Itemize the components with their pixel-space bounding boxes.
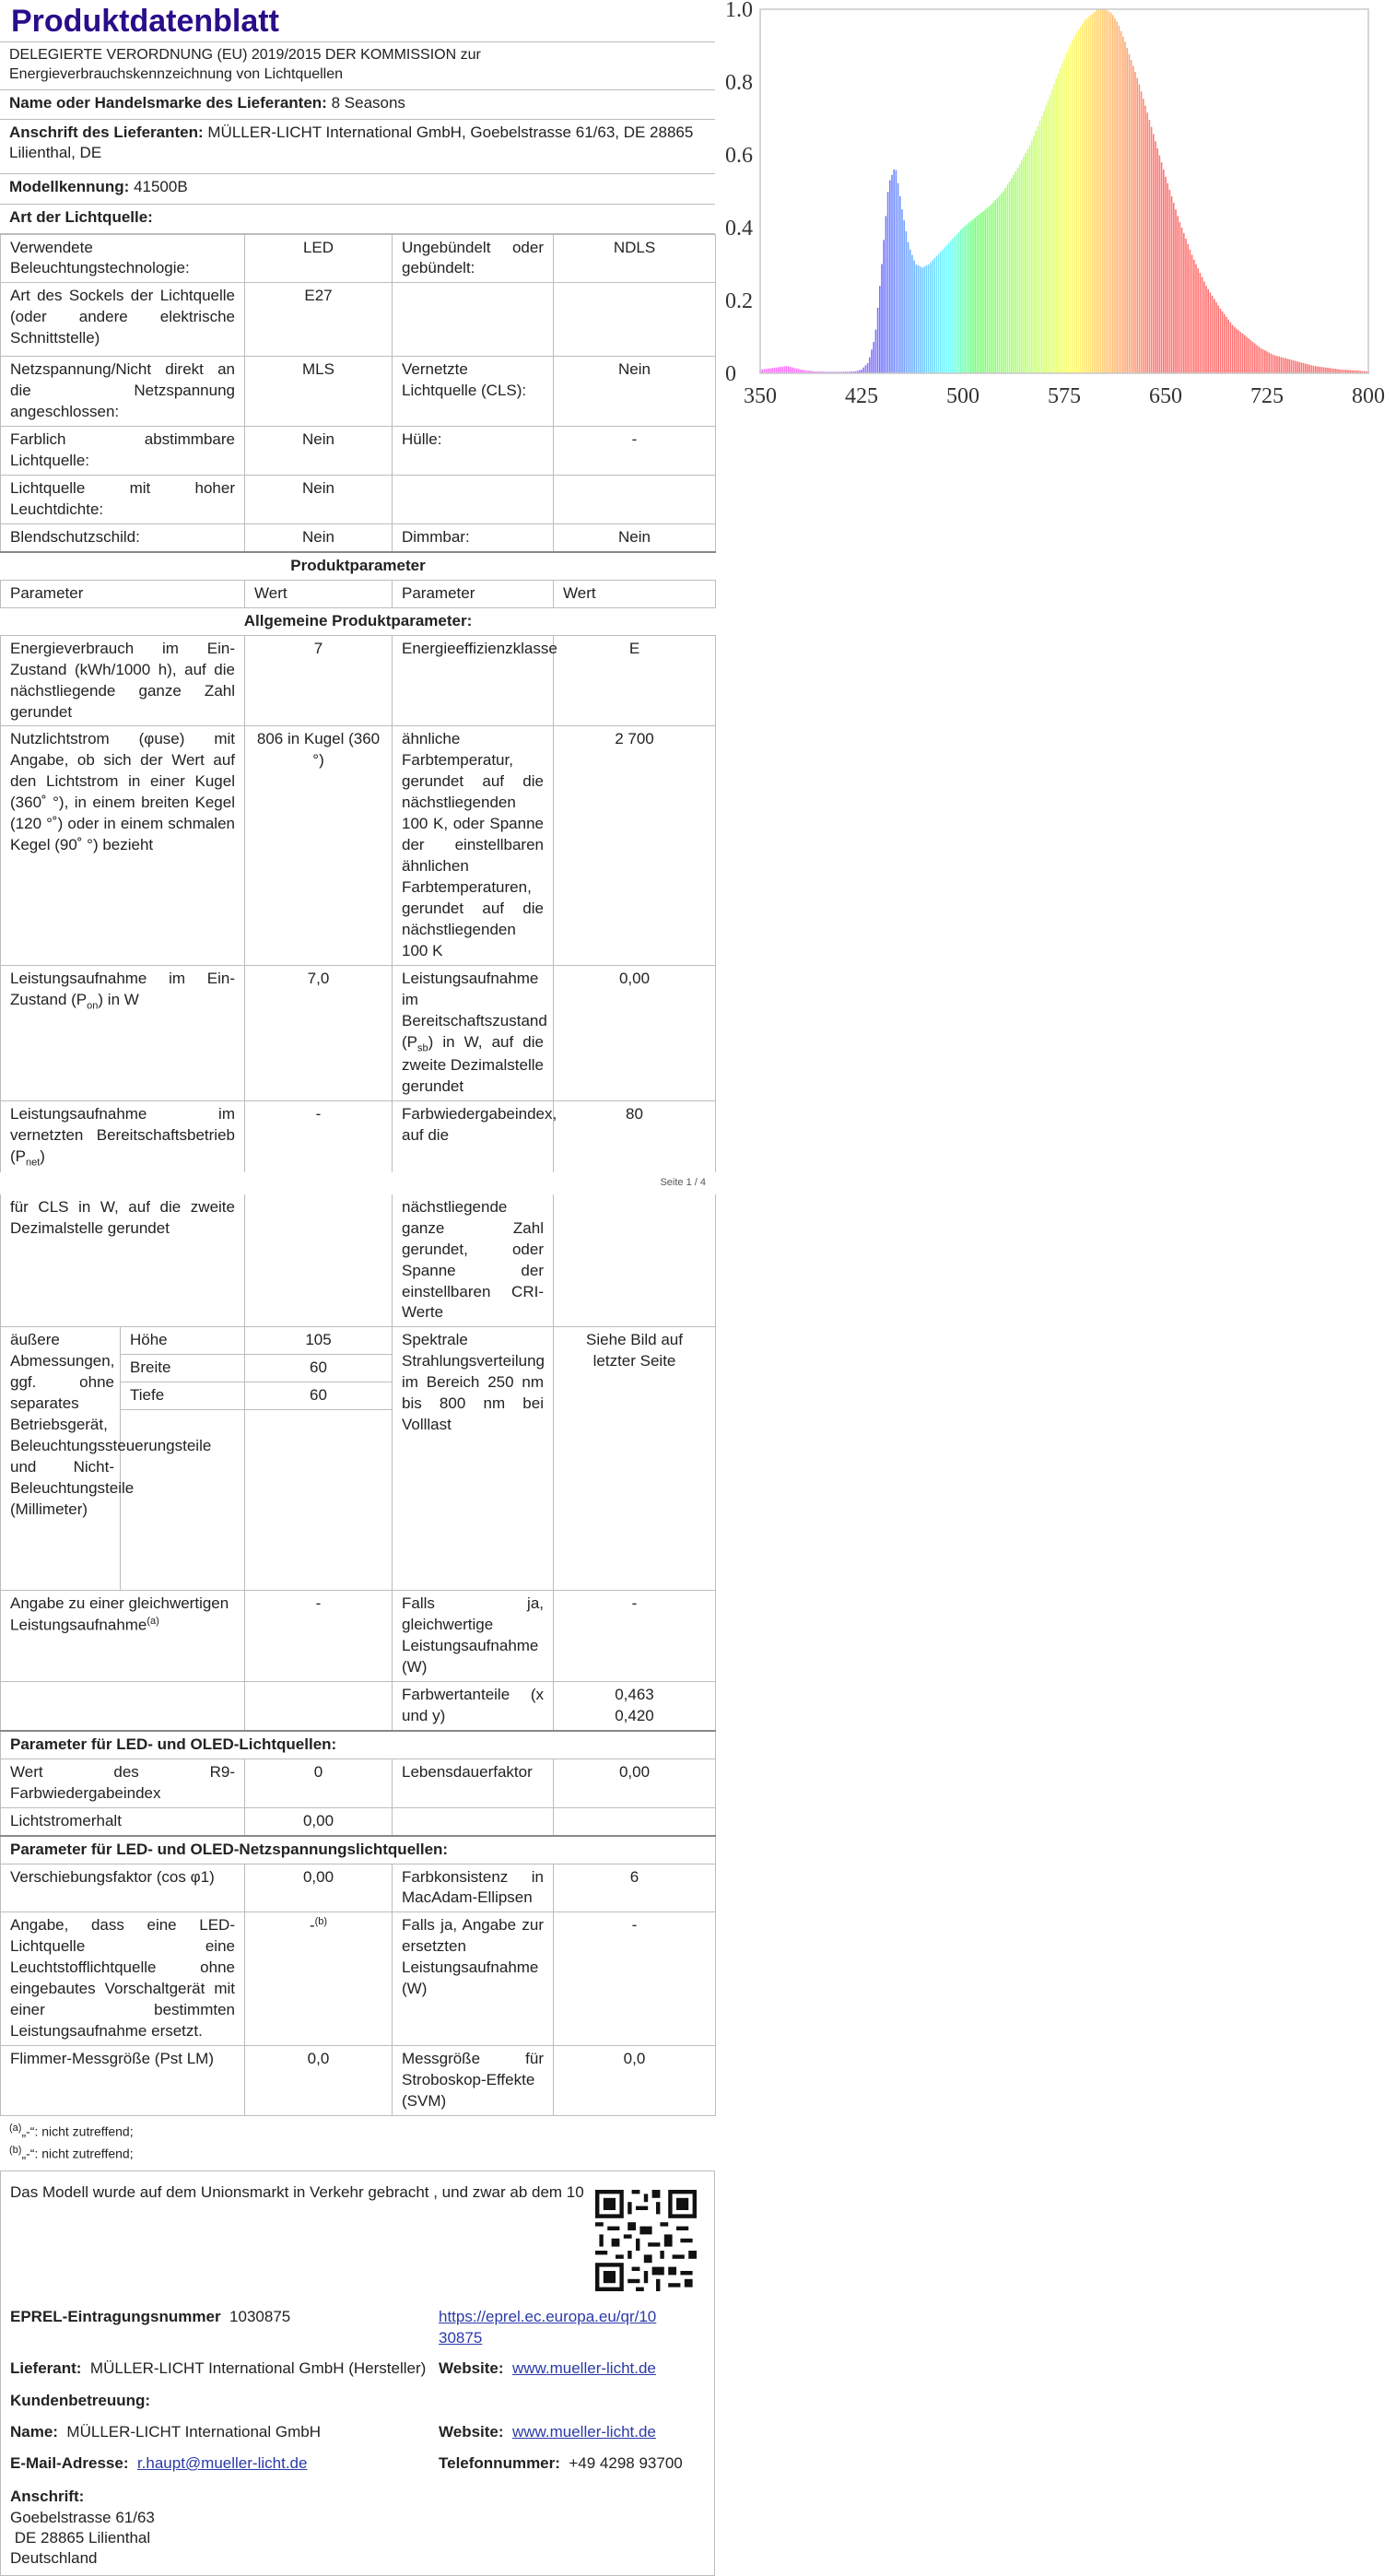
y-tick-label: 0.6 [725,144,753,168]
value-cell: 0,00 [245,1864,393,1912]
table-row [1,1100,716,1172]
param-cell: Verschiebungsfaktor (cos φ1) [1,1864,245,1912]
table-row [1,1591,716,1682]
param-text: Angabe zu einer gleichwertigen Leistungsaufnahme [10,1594,229,1634]
value-cell: Nein [245,476,393,524]
x-tick-label: 650 [1149,384,1182,408]
y-tick-label: 1.0 [725,0,753,22]
customer-service-label: Kundenbetreuung: [10,2391,151,2409]
footnote [0,2120,715,2143]
param-cell: Falls ja, gleichwertige Leistungsaufnahme (W) [393,1591,554,1682]
table-row [1,965,716,1100]
value-cell [554,476,716,524]
table-row [1,726,716,965]
contact-box [0,2170,715,2576]
page-title: Produktdatenblatt [0,0,715,42]
value-cell: - [245,1591,393,1682]
subscript: sb [417,1041,428,1053]
phone-label: Telefonnummer: [439,2453,560,2472]
footnote-mark: (a) [147,1616,159,1628]
value-cell: E [554,635,716,726]
param-cell: Spektrale Strahlungsverteilung im Bereich 250 nm bis 800 nm bei Volllast [393,1327,554,1591]
model-row [0,174,715,205]
address-block [10,2508,155,2569]
website-link[interactable]: www.mueller-licht.de [512,2358,656,2377]
table-row [1,1731,716,1759]
table-row [1,552,716,580]
y-tick-label: 0.2 [725,289,753,313]
eprel-link-block [439,2307,656,2349]
param-cell: Hülle: [393,427,554,476]
table-row [1,1864,716,1912]
empty-cell [393,1807,554,1835]
model-label: Modellkennung: [9,177,130,195]
value-cell: 0,0 [245,2046,393,2116]
table-row [1,283,716,357]
param-cell: Messgröße für Stroboskop-Effekte (SVM) [393,2046,554,2116]
dimension-value: 105 [245,1327,393,1355]
value-cell: 7 [245,635,393,726]
chroma-x: 0,463 [615,1685,654,1703]
y-tick-label: 0 [725,362,736,386]
eprel-row [10,2307,290,2328]
supplier-label: Lieferant: [10,2358,82,2377]
value-cell: 0 [245,1759,393,1807]
param-cell: Blendschutzschild: [1,523,245,551]
value-cell: NDLS [554,234,716,283]
supplier-name-value: 8 Seasons [331,93,405,112]
y-tick-label: 0.8 [725,71,753,95]
column-header: Wert [245,580,393,607]
value-cell [554,1681,716,1730]
email-row [10,2453,307,2475]
section-header: Produktparameter [1,552,716,580]
value-cell: 0,0 [554,2046,716,2116]
y-tick-label: 0.4 [725,217,753,241]
param-cell: Farbwertanteile (x und y) [393,1681,554,1730]
table-row [1,1327,716,1355]
value-cell: LED [245,234,393,283]
phone-value: +49 4298 93700 [569,2453,683,2472]
param-cell: Verwendete Beleuchtungstechnologie: [1,234,245,283]
param-cell: ähnliche Farbtemperatur, gerundet auf die nächstliegenden 100 K, oder Spanne der einstellbaren ähnlichen Farbtemperaturen, gerundet auf die nächstliegenden 100 K [393,726,554,965]
x-tick-label: 800 [1352,384,1385,408]
param-cell: Farblich abstimmbare Lichtquelle: [1,427,245,476]
param-cell: Netzspannung/Nicht direkt an die Netzspannung angeschlossen: [1,357,245,427]
table-row [1,607,716,635]
params-table-continued [0,1194,716,2116]
column-header: Wert [554,580,716,607]
param-text: ) [40,1147,45,1165]
param-cell: Farbwiedergabeindex, auf die [393,1100,554,1172]
param-cell: Ungebündelt oder gebündelt: [393,234,554,283]
name-value: MÜLLER-LICHT International GmbH [66,2422,321,2441]
regulation-text: DELEGIERTE VERORDNUNG (EU) 2019/2015 DER KOMMISSION zur Energieverbrauchskennzeichnung von Lichtquellen [0,42,715,90]
value-cell [554,1194,716,1327]
eprel-label: EPREL-Eintragungsnummer [10,2307,221,2325]
param-cell [393,283,554,357]
table-row [1,523,716,551]
value-cell: 7,0 [245,965,393,1100]
empty-cell [245,1410,393,1591]
value-cell: Nein [554,523,716,551]
column-header: Parameter [393,580,554,607]
market-text: Das Modell wurde auf dem Unionsmarkt in Verkehr gebracht , und zwar ab dem 10 [10,2182,584,2201]
value-cell: MLS [245,357,393,427]
subscript: on [87,1000,99,1012]
footnote-mark: (b) [9,2145,22,2157]
value-cell: - [554,1591,716,1682]
website-label: Website: [439,2358,504,2377]
empty-cell [245,1681,393,1730]
param-text: Leistungsaufnahme im Ein-Zustand (P [10,969,235,1008]
eprel-link[interactable] [439,2308,656,2347]
address-line: Deutschland [10,2549,98,2568]
value-cell [554,283,716,357]
table-row [1,1681,716,1730]
param-cell: Vernetzte Lichtquelle (CLS): [393,357,554,427]
table-row [1,427,716,476]
table-row [1,2046,716,2116]
address-line: Goebelstrasse 61/63 [10,2508,155,2526]
param-text: ) in W [98,990,139,1008]
supplier-address-label: Anschrift des Lieferanten: [9,123,204,141]
dimension-value: 60 [245,1355,393,1382]
footnote [0,2142,715,2165]
x-tick-label: 575 [1048,384,1081,408]
value-text: - [309,1917,315,1935]
spectral-distribution-chart [723,0,1396,410]
value-cell: Nein [245,523,393,551]
table-row [1,357,716,427]
dimensions-label: äußere Abmessungen, ggf. ohne separates Betriebsgerät, Beleuchtungssteuerungsteile und Nicht-Beleuchtungsteile (Millimeter) [1,1327,121,1591]
supplier-row [10,2358,426,2380]
param-text: ) in W, auf die zweite Dezimalstelle gerundet [402,1032,544,1095]
dimension-label: Tiefe [121,1382,245,1410]
column-header: Parameter [1,580,245,607]
value-cell: 80 [554,1100,716,1172]
param-cell: Flimmer-Messgröße (Pst LM) [1,2046,245,2116]
eprel-link-line: 30875 [439,2328,483,2347]
param-cell: Lebensdauerfaktor [393,1759,554,1807]
website2-label: Website: [439,2422,504,2441]
param-cell: Falls ja, Angabe zur ersetzten Leistungsaufnahme (W) [393,1912,554,2046]
param-cell: Wert des R9-Farbwiedergabeindex [1,1759,245,1807]
value-cell: 806 in Kugel (360 °) [245,726,393,965]
dimension-value: 60 [245,1382,393,1410]
table-row [1,1194,716,1327]
address-label: Anschrift: [10,2487,85,2505]
value-cell: Nein [245,427,393,476]
eprel-value: 1030875 [229,2307,291,2325]
value-cell: Nein [554,357,716,427]
value-cell: Siehe Bild auf letzter Seite [554,1327,716,1591]
value-cell [245,1194,393,1327]
value-cell: 0,00 [554,965,716,1100]
param-cell: Angabe, dass eine LED-Lichtquelle eine Leuchtstofflichtquelle ohne eingebautes Vorschaltgerät mit einer bestimmten Leistungsaufnahme ersetzt. [1,1912,245,2046]
param-cell: Art des Sockels der Lichtquelle (oder andere elektrische Schnittstelle) [1,283,245,357]
value-cell: 2 700 [554,726,716,965]
name-row [10,2422,321,2443]
section-header: Parameter für LED- und OLED-Netzspannungslichtquellen: [1,1836,716,1864]
subscript: net [26,1156,41,1168]
x-tick-label: 350 [744,384,777,408]
param-cell [393,965,554,1100]
website-row [439,2358,656,2380]
value-cell [245,1912,393,2046]
website2-link[interactable]: www.mueller-licht.de [512,2422,656,2441]
param-cell: für CLS in W, auf die zweite Dezimalstelle gerundet [1,1194,245,1327]
supplier-address-row [0,120,715,174]
param-cell [1,1100,245,1172]
param-cell: Lichtstromerhalt [1,1807,245,1835]
y-axis-ticks [725,0,753,386]
spectrum-bars [760,9,1368,373]
value-cell: - [245,1100,393,1172]
table-row [1,635,716,726]
x-axis-ticks [744,384,1385,408]
value-cell: - [554,427,716,476]
dimension-label: Breite [121,1355,245,1382]
param-cell [1,965,245,1100]
table-row [1,476,716,524]
value-cell: E27 [245,283,393,357]
model-value: 41500B [134,177,188,195]
footnote-mark: (b) [314,1916,328,1928]
table-row [1,1836,716,1864]
param-cell [1,1591,245,1682]
x-tick-label: 500 [946,384,980,408]
email-label: E-Mail-Adresse: [10,2453,129,2472]
value-cell: 6 [554,1864,716,1912]
supplier-name-label: Name oder Handelsmarke des Lieferanten: [9,93,327,112]
supplier-address-value: MÜLLER-LICHT International GmbH, Goebelstrasse 61/63, DE 28865 Lilienthal, DE [9,123,694,162]
supplier-name-row [0,90,715,120]
value-cell: 0,00 [554,1759,716,1807]
section-header: Parameter für LED- und OLED-Lichtquellen: [1,1731,716,1759]
param-cell: Energieeffizienzklasse [393,635,554,726]
param-cell: Energieverbrauch im Ein-Zustand (kWh/1000 h), auf die nächstliegende ganze Zahl gerundet [1,635,245,726]
param-cell [393,476,554,524]
table-row [1,580,716,607]
address-line: DE 28865 Lilienthal [10,2529,151,2547]
param-cell: nächstliegende ganze Zahl gerundet, oder Spanne der einstellbaren CRI-Werte [393,1194,554,1327]
x-tick-label: 425 [845,384,878,408]
x-tick-label: 725 [1250,384,1284,408]
email-link[interactable]: r.haupt@mueller-licht.de [136,2453,308,2472]
supplier-value: MÜLLER-LICHT International GmbH (Hersteller) [89,2358,427,2377]
footnote-mark: (a) [9,2122,22,2134]
type-table [0,234,716,1172]
lightsource-type-header: Art der Lichtquelle: [0,205,715,234]
page-number: Seite 1 / 4 [660,1176,706,1188]
empty-cell [554,1807,716,1835]
empty-cell [1,1681,245,1730]
param-cell: Dimmbar: [393,523,554,551]
footnote-text: „-“: nicht zutreffend; [21,2123,134,2139]
value-cell: - [554,1912,716,2046]
param-cell: Farbkonsistenz in MacAdam-Ellipsen [393,1864,554,1912]
qr-code-icon[interactable] [595,2190,697,2291]
eprel-link-line: https://eprel.ec.europa.eu/qr/10 [439,2307,657,2325]
phone-row [439,2453,683,2475]
value-cell: 0,00 [245,1807,393,1835]
footnote-text: „-“: nicht zutreffend; [21,2147,134,2162]
param-cell: Nutzlichtstrom (φuse) mit Angabe, ob sich der Wert auf den Lichtstrom in einer Kugel (360˚ °), in einem breiten Kegel (120 °˚) oder in einem schmalen Kegel (90˚ °) bezieht [1,726,245,965]
param-text: Leistungsaufnahme im vernetzten Bereitschaftsbetrieb (P [10,1104,235,1165]
name-label: Name: [10,2422,58,2441]
dimension-label: Höhe [121,1327,245,1355]
table-row [1,1759,716,1807]
table-row [1,234,716,283]
table-row [1,1807,716,1835]
table-row [1,1912,716,2046]
param-text: Leistungsaufnahme im Bereitschaftszustand (P [402,969,547,1051]
chroma-y: 0,420 [615,1706,654,1724]
param-cell: Lichtquelle mit hoher Leuchtdichte: [1,476,245,524]
website2-row [439,2422,656,2443]
section-header: Allgemeine Produktparameter: [1,607,716,635]
